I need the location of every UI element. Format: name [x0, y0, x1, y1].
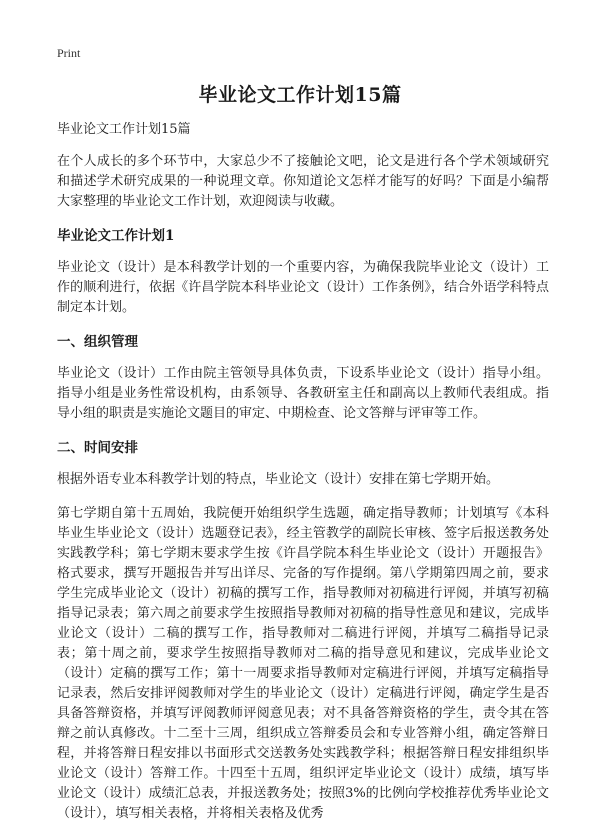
document-body: [57, 120, 549, 824]
schedule-paragraph-1: 根据外语专业本科教学计划的特点，毕业论文（设计）安排在第七学期开始。: [57, 472, 500, 487]
section-paragraph-organization: 毕业论文（设计）工作由院主管领导具体负责，下设系毕业论文（设计）指导小组。指导小组是业务性常设机构，由系领导、各教研室主任和副高以上教师代表组成。指导小组的职责是实施论文题目的审定、中期检查、论文答辩与评审等工作。: [57, 366, 549, 421]
section-heading-organization: 一、组织管理: [57, 334, 138, 350]
schedule-paragraph-2: 第七学期自第十五周始，我院便开始组织学生选题，确定指导教师；计划填写《本科毕业生毕业论文（设计）选题登记表》，经主管教学的副院长审核、签字后报送教务处实践教学科；第七学期末要求学生按《许昌学院本科生毕业论文（设计）开题报告》格式要求，撰写开题报告并写出详尽、完备的写作提纲。第八学期第四周之前，要求学生完成毕业论文（设计）初稿的撰写工作，指导教师对初稿进行评阅，并填写初稿指导记录表；第六周之前要求学生按照指导教师对初稿的指导性意见和建议，完成毕业论文（设计）二稿的撰写工作，指导教师对二稿进行评阅，并填写二稿指导记录表；第十周之前，要求学生按照指导教师对二稿的指导意见和建议，完成毕业论文（设计）定稿的撰写工作；第十一周要求指导教师对定稿进行评阅，并填写定稿指导记录表，然后安排评阅教师对学生的毕业论文（设计）定稿进行评阅，确定学生是否具备答辩资格，并填写评阅教师评阅意见表；对不具备答辩资格的学生，责令其在答辩之前认真修改。十二至十三周，组织成立答辩委员会和专业答辩小组，确定答辩日程，并将答辩日程安排以书面形式交送教务处实践教学科；根据答辩日程安排组织毕业论文（设计）答辩工作。十四至十五周，组织评定毕业论文（设计）成绩，填写毕业论文（设计）成绩汇总表，并报送教务处；按照3%的比例向学校推荐优秀毕业论文（设计），填写相关表格，并将相关表格及优秀: [57, 506, 549, 821]
print-label[interactable]: Print: [57, 46, 81, 60]
page-title: 毕业论文工作计划15篇: [198, 84, 402, 106]
document-subtitle: 毕业论文工作计划15篇: [57, 122, 191, 137]
section-paragraph-plan-1: 毕业论文（设计）是本科教学计划的一个重要内容，为确保我院毕业论文（设计）工作的顺利进行，依据《许昌学院本科毕业论文（设计）工作条例》，结合外语学科特点制定本计划。: [57, 260, 549, 315]
intro-paragraph: 在个人成长的多个环节中，大家总少不了接触论文吧，论文是进行各个学术领域研究和描述学术研究成果的一种说理文章。你知道论文怎样才能写的好吗？下面是小编帮大家整理的毕业论文工作计划，欢迎阅读与收藏。: [57, 154, 549, 209]
section-heading-plan-1: 毕业论文工作计划1: [57, 228, 175, 244]
section-heading-schedule: 二、时间安排: [57, 440, 138, 456]
